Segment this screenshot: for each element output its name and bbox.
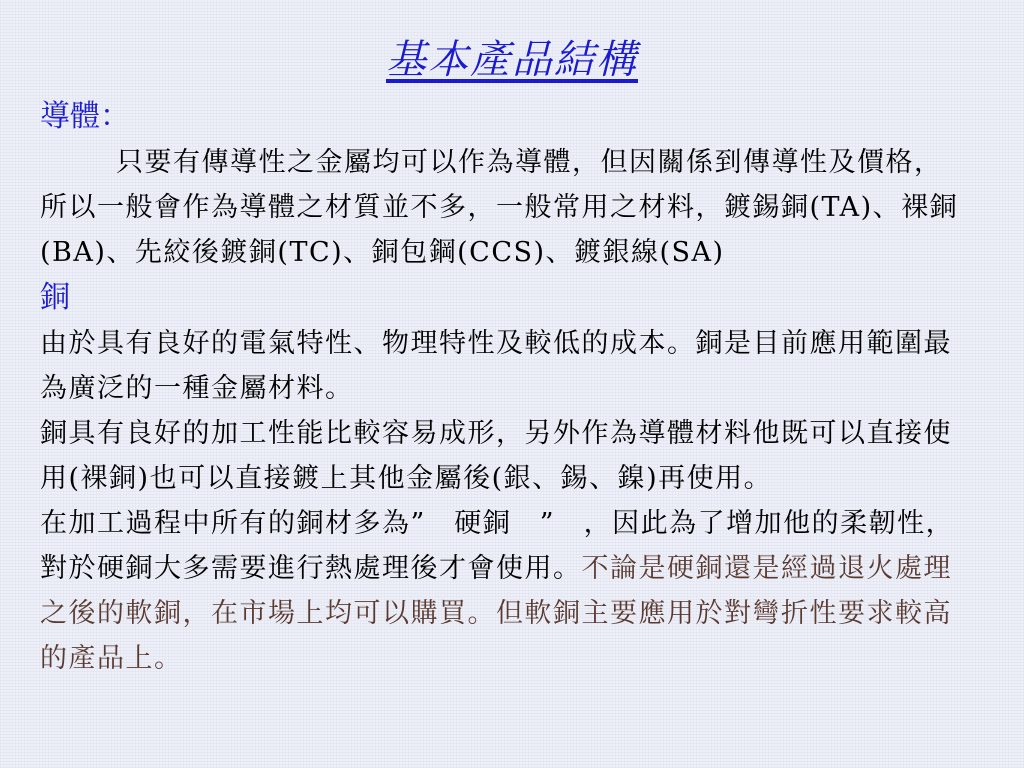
copper-paragraph-3-accent: 不論是硬銅還是經過退火處理之後的軟銅，在市場上均可以購買。但軟銅主要應用於對彎折性要求較高的產品上。 [40,553,952,674]
copper-heading: 銅 [40,280,70,315]
conductor-paragraph: 只要有傳導性之金屬均可以作為導體，但因關係到傳導性及價格，所以一般會作為導體之材質並不多，一般常用之材料，鍍錫銅(TA)、裸銅(BA)、先絞後鍍銅(TC)、銅包鋼(CCS)、鍍銀線(SA) [40,147,959,268]
slide-title: 基本產品結構 [386,37,638,83]
copper-paragraph-3-main: 在加工過程中所有的銅材多為” 硬銅 ” ，因此為了增加他的柔韌性，對於硬銅大多需要進行熱處理後才會使用。 [40,508,955,584]
conductor-heading: 導體： [40,99,130,134]
slide-content [40,94,970,681]
copper-paragraph-1: 由於具有良好的電氣特性、物理特性及較低的成本。銅是目前應用範圍最為廣泛的一種金屬材料。 [40,328,952,404]
copper-paragraph-3 [40,501,970,681]
copper-paragraph-2: 銅具有良好的加工性能比較容易成形，另外作為導體材料他既可以直接使用(裸銅)也可以直接鍍上其他金屬後(銀、錫、鎳)再使用。 [40,418,952,494]
